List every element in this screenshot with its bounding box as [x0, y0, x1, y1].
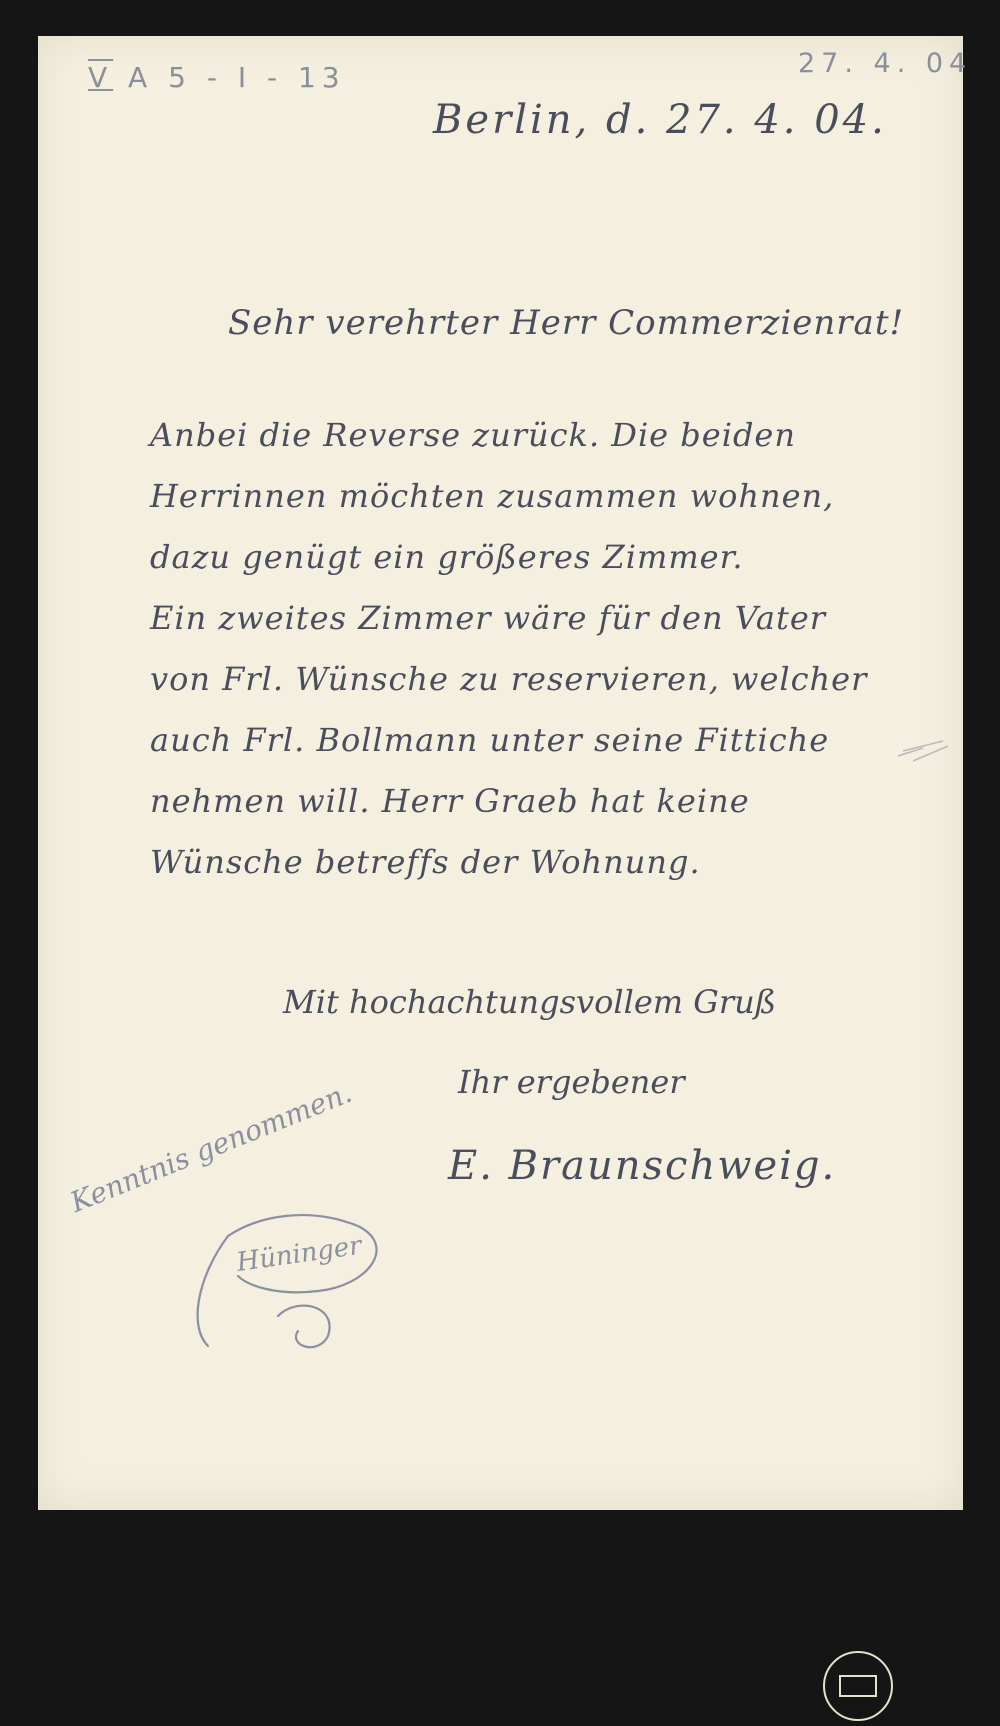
initials-signature	[168, 1196, 408, 1366]
body-line: dazu genügt ein größeres Zimmer.	[150, 538, 744, 576]
closing-line: Mit hochachtungsvollem Gruß	[283, 983, 777, 1021]
archive-reference	[88, 61, 346, 94]
svg-text:Hüninger: Hüninger	[234, 1230, 364, 1278]
body-line: auch Frl. Bollmann unter seine Fittiche	[150, 721, 830, 759]
archive-stamp	[818, 1646, 898, 1726]
body-line: Wünsche betreffs der Wohnung.	[150, 843, 701, 881]
dateline: Berlin, d. 27. 4. 04.	[433, 97, 887, 143]
letter-body	[150, 416, 870, 904]
closing-ergebener: Ihr ergebener	[458, 1063, 685, 1101]
signature: E. Braunschweig.	[448, 1143, 837, 1189]
archive-roman: V	[88, 61, 114, 94]
faint-pencil-mark	[893, 736, 963, 766]
letter-paper	[38, 36, 973, 1510]
pencil-note: Kenntnis genommen.	[65, 1075, 357, 1219]
archive-number: A 5 - I - 13	[113, 61, 346, 94]
salutation: Sehr verehrter Herr Commerzienrat!	[228, 303, 905, 343]
body-line: Anbei die Reverse zurück. Die beiden	[150, 416, 796, 454]
body-line: Herrinnen möchten zusammen wohnen,	[150, 477, 835, 515]
corner-date: 27. 4. 04	[798, 48, 973, 79]
body-line: nehmen will. Herr Graeb hat keine	[150, 782, 750, 820]
body-line: von Frl. Wünsche zu reservieren, welcher	[150, 660, 868, 698]
body-line: Ein zweites Zimmer wäre für den Vater	[150, 599, 827, 637]
